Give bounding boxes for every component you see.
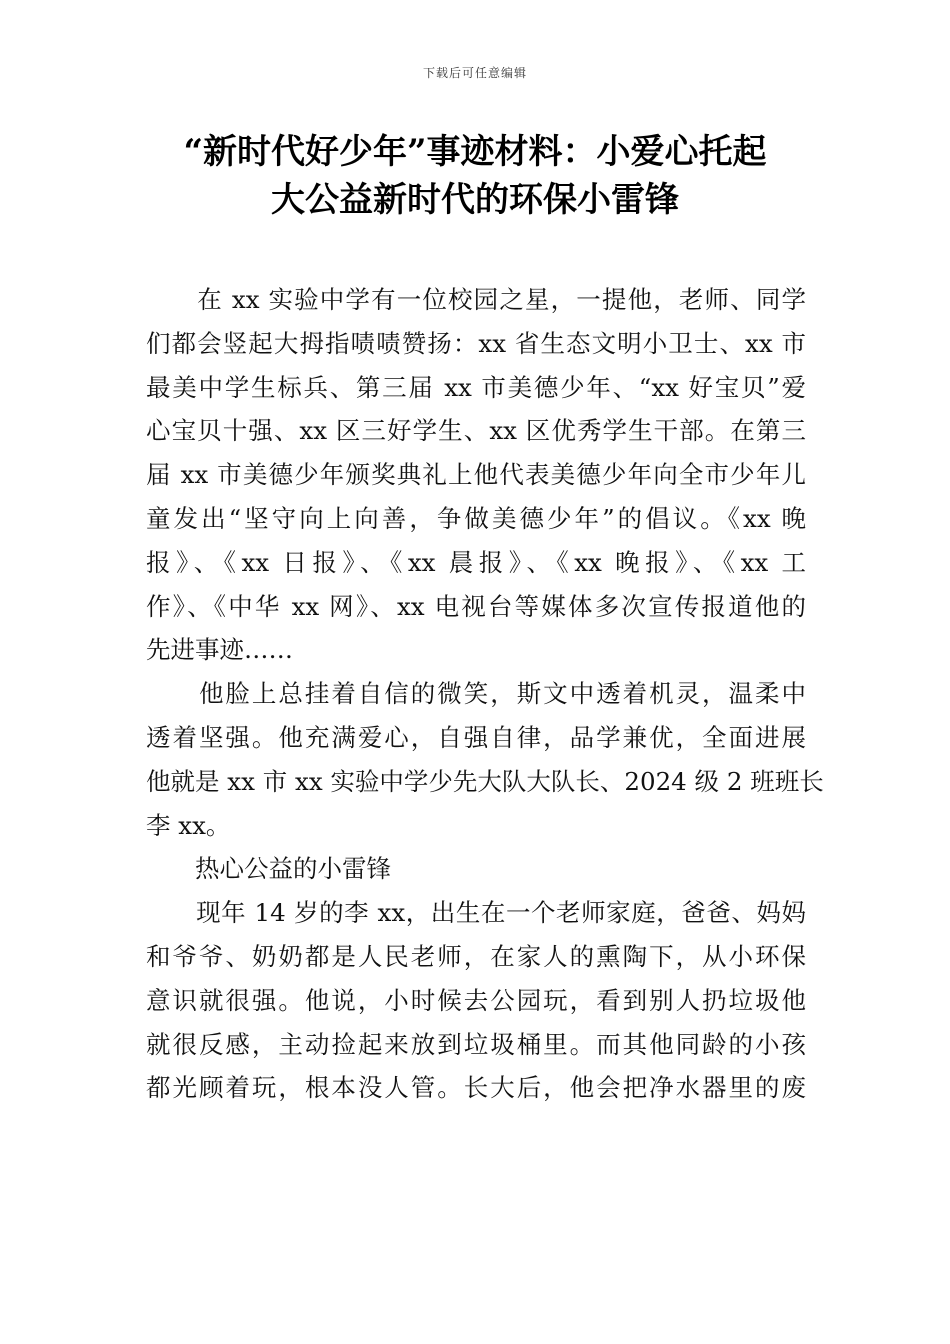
body-text [146,278,824,1110]
text-line: 就很反感，主动捡起来放到垃圾桶里。而其他同龄的小孩 [146,1029,806,1059]
text-line: 作》、《中华 xx 网》、xx 电视台等媒体多次宣传报道他的 [146,591,806,621]
text-line: 们都会竖起大拇指啧啧赞扬：xx 省生态文明小卫士、xx 市 [146,328,806,358]
title-line: 大公益新时代的环保小雷锋 [271,180,679,220]
document-title [140,128,810,224]
text-line: 他脸上总挂着自信的微笑，斯文中透着机灵，温柔中 [146,679,806,709]
text-line: 透着坚强。他充满爱心，自强自律，品学兼优，全面进展 [146,722,806,752]
text-line: 意识就很强。他说，小时候去公园玩，看到别人扔垃圾他 [146,985,806,1015]
text-line: 现年 14 岁的李 xx，出生在一个老师家庭，爸爸、妈妈 [146,898,806,928]
text-line: 李 xx。 [146,810,231,840]
text-line: 都光顾着玩，根本没人管。长大后，他会把净水器里的废 [146,1073,806,1103]
text-line: 心宝贝十强、xx 区三好学生、xx 区优秀学生干部。在第三 [146,416,806,446]
section-heading: 热心公益的小雷锋 [146,854,391,884]
text-line: 先进事迹…… [146,635,293,665]
title-line: “新时代好少年”事迹材料：小爱心托起 [183,132,767,172]
text-line: 他就是 xx 市 xx 实验中学少先大队大队长、2024 级 2 班班长 [146,766,824,796]
text-line: 届 xx 市美德少年颁奖典礼上他代表美德少年向全市少年儿 [146,460,806,490]
text-line: 在 xx 实验中学有一位校园之星，一提他，老师、同学 [146,285,806,314]
text-line: 童发出“坚守向上向善，争做美德少年”的倡议。《xx 晚 [146,503,806,533]
text-line: 和爷爷、奶奶都是人民老师，在家人的熏陶下，从小环保 [146,941,806,971]
text-line: 报》、《xx 日报》、《xx 晨报》、《xx 晚报》、《xx 工 [146,547,806,577]
header-note: 下载后可任意编辑 [422,66,527,80]
text-line: 最美中学生标兵、第三届 xx 市美德少年、“xx 好宝贝”爱 [146,372,806,402]
